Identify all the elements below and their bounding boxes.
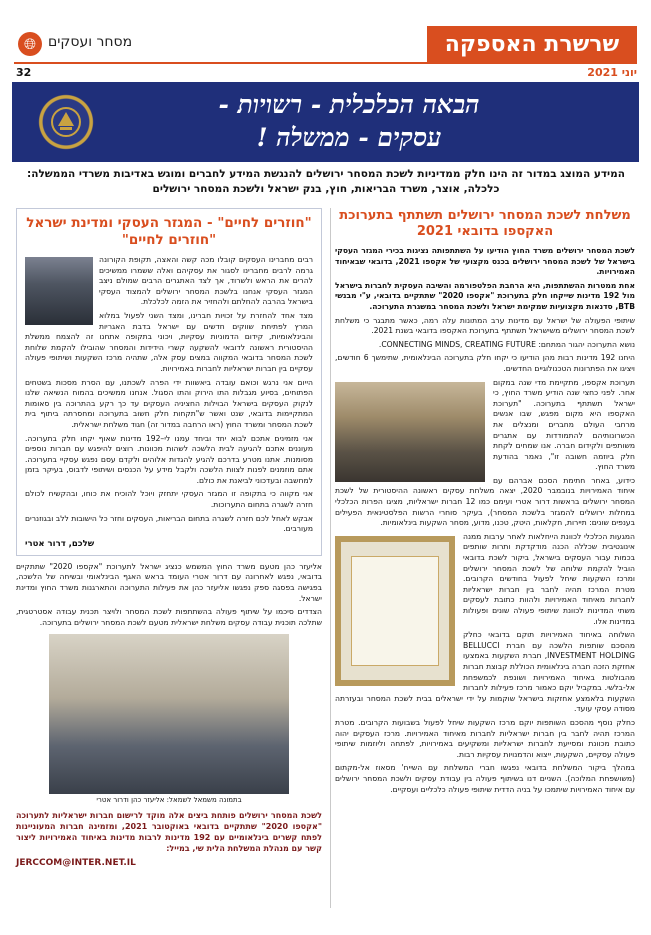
article-paragraph: נושא התערוכה יהגור המתחם: CONNECTING MINDS, CREATING FUTURE.: [378, 339, 635, 349]
article-expo-delegation: [335, 208, 635, 798]
banner-line-2: עסקים - ממשלה !: [256, 123, 442, 152]
certificate-photo: [335, 536, 455, 686]
article-paragraph: שיתופי הפעולה של ישראל עם מדינות ערב המתונות עלה רמה, כאשר מתבגר כי משלחת לשכת המסחר ירושלים משישראל תשתתף בתערוכת האקספו בדובאי בשנת 2021.: [335, 315, 635, 336]
page-header: [14, 26, 637, 62]
article-paragraph: היחנו 192 מדינות רבות מהן הודיעו כי יקחו חלק בתערוכה הבינלאומית, שתימשך 6 חודשים, ויציגו את הפתרונות הטכנולוגיים החדשים.: [335, 353, 635, 373]
banner-line-1: הבאה הכלכלית - רשויות -: [218, 90, 480, 119]
lead-paragraph: המידע המוצג במדור זה הינו חלק ממדיניות לשכת המסחר ירושלים להנגשת המידע לחברים ומוגש באדיבות משרדי הממשלה: כלכלה, אוצר, משרד הבריאות, חוץ, בנק ישראל ולשכת המסחר ירושלים: [27, 168, 625, 195]
article-paragraph: כידוע, באחר חתימת הסכם אברהם עם איחוד האמירויות בנובמבר 2020, יצאה משלחת עסקים ראשונה ההיסטורית של לשכת המסחר ירושלים בראשות דרור אטרי ועימם כמו 12 חברות ישראליות, מציגו הפרות הכלכלי במחלות ירושלים להמגזר בלשכת המסחר), בעיקר סוחרי הרשות הפלסטינאית הפעילים בענפים שונים: תיירות, חקלאות, היטק, טכנו, מדוע, מסחר השקעות בינלאומיות.: [335, 475, 635, 528]
article-paragraph: במהלך ביקור המשלחת בדובאי נפגשו חברי המשלחת עם השייח' מסאוז אל-מקתום (משושפחת המלוכה). השניים דנו בשיתוף פעולה בין עבודת עסקים ולשכת המסחר ירושלים עם איחוד האמירויות שיתמכו על בניה הדדית שיתופי פעולה כלכליים ועסקיים.: [335, 763, 635, 794]
article-back-to-life: [16, 208, 322, 868]
banner: [12, 82, 639, 162]
article-paragraph: השלוחה באיחוד האמירויות תוקם בדובאי כחלק מהסכם שותפות הלשכה עם חברת BELLUCCI INVESTMENT HOLDING, חברת השקעות באמצעו אחזקת הזכה חברה בינלאומית הכוללת קבוצת חברות מהבולטות באיחוד האמירויות ושונפת לכמשפחת אל-בלשי. במקביל יוקם כאמור מרכז פעילות לחברות השקעות בלאמצע אחזקות בישראל שוקמות על ידי ישראלים בבית לשכת המסחר ובעזרתה מסודה עסקי עועד.: [335, 630, 635, 714]
issue-date: יוני 2021: [587, 66, 637, 79]
registration-notice: לשכת המסחר ירושלים פותחת ביצים אלה מוקד לרישום חברות ישראליות לתערוכה "אקספו 2020" שתתקיים בדובאי באוקטובר 2021, ומזמינה חברות המעוניינות לפתח קשרים בינלאומיים עם 192 מדינות לרבות מדינות באיחוד האמירויות ליצור קשר עם מנהלת המשלחת הלית שי, במייל:: [16, 811, 322, 854]
article-paragraph: כחלק נוסף מהסכם השותפות יוקם מרכז השקעות שיחל לפעול בשבועות הקרובים. מטרת המרכז תהיה לחבר בין חברות ישראליות לחברות מאיחוד האמירויות. מרכז העסקים יהוה כתובת מכוונת ומסייעת לחברות ישראליות ומשקיעים באמירויות, לפתחה וליוזמות שיתופי פעולה עסקיים, השקעות, ייצוא והדמנויות עסקיות רבות.: [335, 717, 635, 759]
article-title: משלחת לשכת המסחר ירושלים תשתתף בתערוכת האקספו בדובאי 2021: [339, 208, 631, 239]
photo-caption: בתמונה משמאל לשמאל: אליעזר כהן ודרור אטרי: [96, 796, 242, 805]
editorial-title: "חוזרים לחיים" - המגזר העסקי ומדינת ישראל "חוזרים לחיים": [26, 215, 312, 248]
editorial-paragraph: אבקש לאחל לכם חזרה לשגרה בתחום הבריאות, העסקים וחזר כל הישובות ללב ובגוזנרים מעורבים.: [25, 513, 313, 534]
handshake-photo: [49, 634, 289, 794]
globe-icon: 🌐︎: [18, 32, 42, 56]
chamber-seal-icon: [30, 86, 102, 158]
article-paragraph: המגעות הכלכלי לכוונת הייחלאות לאחר ערבות ממנה אינוגטיבית שכללה הכנה מודקדקת ותרות שותפים בכמות עבור העסקים בישראל, ביקור לשכת בדובאי הוביל להקמת שלוחה של לשכת המסחר ירושלים ומרכז השקעות שיחל לפעול בחודשים הקרובים. מטרת המרכז תהיה לחבר בין חברות ישראליות לחברות מאיחוד האמירויות ולהוות כתובת לעסקים משתי המדינות לכוונת שיתופי פעולה שונים ופעולות במדינות אלו.: [463, 531, 635, 626]
publication-title: שרשרת האספקה: [427, 26, 637, 62]
meeting-photo: [335, 382, 485, 482]
author-portrait: [25, 257, 93, 325]
contact-email[interactable]: JERCCOM@INTER.NET.IL: [16, 858, 136, 869]
editorial-paragraph: אני מזמינים אתכם לבוא יחד וביחד עמנו לי–192 מדינות שאוף יקחו חלק בתערוכה. מעוננים אתכם להגיעה לבית הלשכה לשהות מכוונות. רוצים להיפגש עם חברות נוספים מסומנות. אתנו מטרע בדרכם להגיע להגדות אלוהים ולקדם עסם נפגש עסקיי בתערוכה. אתם מוזמנים לפנות לצוות הלשכה ולקבל מידע על הכנסים ושיתופי לדבוס, בעיקר בזמן למחשבה ובעדכוני לביאנת את כולם.: [25, 433, 313, 485]
editorial-paragraph: אני מקווה כי בתקופה זו המגזר העסקי יתחזק ויוכל להוכיח את כוחו, ובהקשיח לכולם חזרה לשגרה בתחום התערוכות.: [25, 489, 313, 510]
column-divider: [330, 208, 331, 908]
meeting-paragraph: הצדדים סיכמו על שיתוף פעולה בהשתתפות לשכת המסחר ולויצר תכנית עבודה אסטרטגית, שתלכה תוכנית עבודה עסקים משלחת ישראלית מטעם לשכת המסחר ירושלים בתערוכה.: [16, 607, 322, 627]
editorial-signature: שלכם, דרור אטרי: [25, 538, 95, 549]
article-paragraph: תערוכת אקספו, מתקיימת מדי שנה במקום אחר. לפני כחצי שנה הודיע משרד החוץ, כי ישראל תשתתף בתערוכה. "תערוכת האקספו היא מקום מפגש, שבו אנשים מרחבי העולם מחברים ומנצלים את הכשרונותיהם להתמודדות עם אתגרים משותפים ולקידום חברה. אנו שמחים לקחת חלק ביוזמה חשובה זו", נאמר בהודעת משרד החוץ.: [493, 377, 635, 472]
banner-title: [99, 88, 599, 154]
editorial-box: [16, 208, 322, 556]
section-name: מסחר ועסקים: [48, 34, 133, 50]
editorial-paragraph: מצד אחד להחזרת על זכויות חברינו, ומצד השני לפעול במלוא המרץ לפתיחת שווקים חדשים עם ישראל בדבת האגריות והבינלאומיות, קידום הדמוניות עסקיות, ויכוני בתקופה אתחנו זה להצמח ממשלת ההיסטורית ראשונה לדובאי להשקעה קשרי הידידות והמסחר שהובילו להקמת שלוחת לשכת המסחר בדובאי המקווה במצים עסק אלה, שתהיה מרכז השקעות ושיתופי פעולה עסקיים בין חברות ישראליות לחברות באמירויות.: [25, 310, 313, 373]
header-rule: [14, 62, 637, 64]
page-number: 32: [16, 66, 32, 79]
article-intro-2: אחת ממטרות ההשתתפות, היא הרחבת הפלטפורמה והשיבה העסקית לחברות בישראל מול 192 מדינות שייקחו חלק בתערוכת "אקספו 2020" שתתקיים בדובאי, ע"י מבנשי BTB, סדנאות מקצועיות שמקימת ישראל ולשכת המסחר במשגרת התערוכה.: [335, 280, 635, 311]
editorial-paragraph: רבים מחברינו העסקים קובלו מכה קשה והאצה, תקופת הקורונה גרמה לרבים מחברינו לסגור את עסקיהם ואלה ששמרו ממשיכים להרים את הראש ולשרוד, אך לצד האתגרים הרבים שמולם ניצב המגזר העסקי אנחנו בלשכת המסחר ירושלים להמצוד העסקי בישראל בהרבה להחלתם ולהחזיר את הזמה לכלכלת.: [99, 255, 313, 307]
article-intro: לשכת המסחר ירושלים משרד החוץ הודיעו על השתתפותה נציגות בכירי המגזר העסקי בישראל של לשכת המסחר ירושלים בכנס מקצועי של אקספו 2021, בדובאי שבאיחוד האמירויות.: [335, 246, 635, 277]
editorial-paragraph: הייום אני נרגש וכואם עובדה ביאשוות ידי הפרה לשכתנו, עם הסרת מסכות בשטחים הפתוחים, בסיוע מגבלות התו הירוק והתו הסגול. אנחנו ממשיכים בהמוח הנשיאה שלנו לנקוק העסקים בישראל הבוילות החציניה העסקים עד כך רקע בהתרוכה בין סאומות המתקיימות בדובאי, שנט ואשר ש"תקחות חלק חשוב בתערוכה ומחסרתה ביתוף בית לשכת המסחר ומשרד החוץ (ראו הרחבה במדור זה) חגוד משלחת ישראלית.: [25, 377, 313, 429]
meeting-paragraph: אליעזר כהן מטעם משרד החוץ המשמש כנציג ישראל לתערוכת "אקספו 2020" שתתקיים בדובאי, נפגש לאחרונה עם דרור אטרי העומד בראש האגף הבינלאומי ובשיחה של הלשכה, בפגישה בפסגה ספק נפגשו אליעזר כהן את פעילות התערוכה והתארגנות משרד החוץ ומדינת ישראל.: [16, 561, 322, 603]
